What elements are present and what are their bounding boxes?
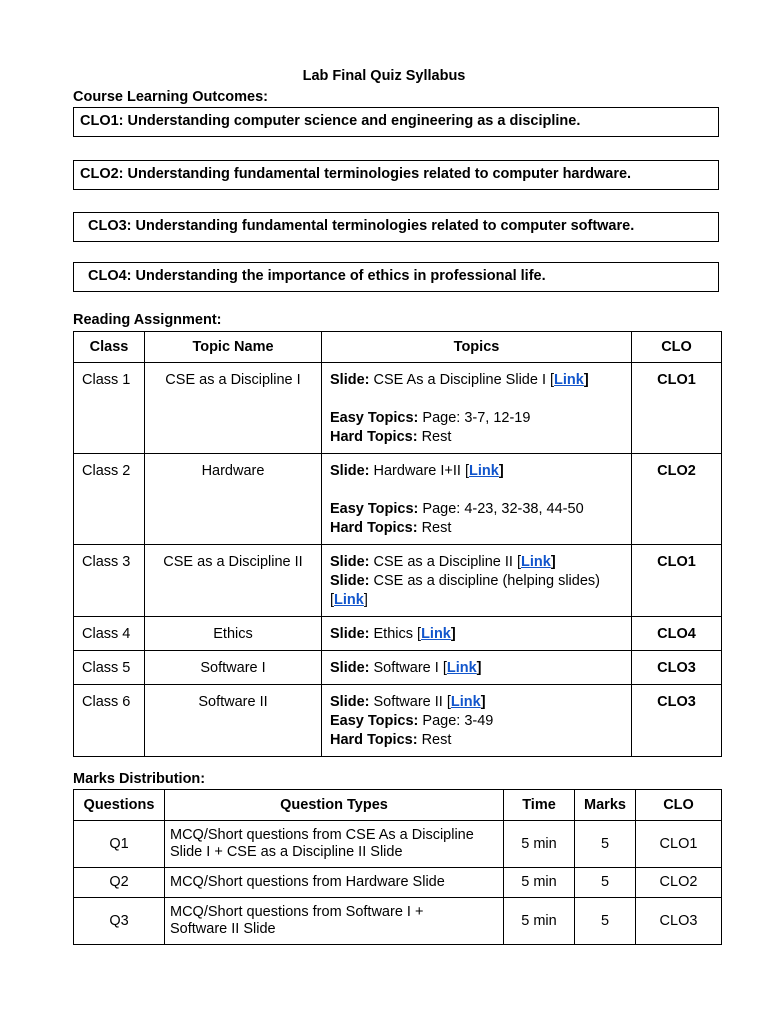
topics-cell: Slide: Software II [Link] Easy Topics: Page: 3-49 Hard Topics: Rest [322, 685, 632, 757]
easy-topics-label: Easy Topics: [330, 713, 419, 729]
topic-name-cell: Software II [145, 685, 322, 757]
clo1-box: CLO1: Understanding computer science and engineering as a discipline. [73, 107, 719, 137]
header-class: Class [74, 332, 145, 363]
slide-link[interactable]: Link [469, 463, 499, 479]
slide-link[interactable]: Link [450, 694, 481, 710]
clo-cell: CLO1 [632, 363, 722, 454]
topics-cell: Slide: CSE as a Discipline II [Link] Slide: CSE as a discipline (helping slides) [Link] [322, 545, 632, 617]
easy-topics-label: Easy Topics: [330, 410, 419, 426]
class-cell: Class 1 [74, 363, 145, 454]
topics-cell: Slide: Ethics [Link] [322, 617, 632, 651]
class-cell: Class 2 [74, 454, 145, 545]
clo-cell: CLO3 [632, 651, 722, 685]
time-cell: 5 min [504, 868, 575, 898]
slide-label: Slide: [330, 626, 370, 642]
topic-name-cell: Ethics [145, 617, 322, 651]
slide-label: Slide: [330, 660, 370, 676]
table-row [74, 821, 722, 868]
marks-cell: 5 [575, 821, 636, 868]
topic-name-cell: Software I [145, 651, 322, 685]
table-row [74, 868, 722, 898]
class-cell: Class 5 [74, 651, 145, 685]
clo-cell: CLO3 [636, 898, 722, 945]
table-row [74, 685, 722, 757]
hard-topics-label: Hard Topics: [330, 520, 418, 536]
table-header-row [74, 790, 722, 821]
table-row [74, 545, 722, 617]
hard-topics-label: Hard Topics: [330, 429, 418, 445]
table-row [74, 617, 722, 651]
clo2-box: CLO2: Understanding fundamental terminologies related to computer hardware. [73, 160, 719, 190]
header-clo: CLO [632, 332, 722, 363]
question-cell: Q3 [74, 898, 165, 945]
reading-heading: Reading Assignment: [73, 312, 222, 328]
topics-cell: Slide: CSE As a Discipline Slide I [Link] Easy Topics: Page: 3-7, 12-19 Hard Topics: Rest [322, 363, 632, 454]
clo-cell: CLO2 [632, 454, 722, 545]
marks-distribution-table [73, 789, 722, 945]
question-cell: Q1 [74, 821, 165, 868]
header-clo: CLO [636, 790, 722, 821]
table-row [74, 454, 722, 545]
slide-link[interactable]: Link [554, 372, 584, 388]
topic-name-cell: Hardware [145, 454, 322, 545]
clo-cell: CLO1 [636, 821, 722, 868]
header-marks: Marks [575, 790, 636, 821]
slide-link[interactable]: Link [421, 626, 451, 642]
table-row [74, 898, 722, 945]
topic-name-cell: CSE as a Discipline I [145, 363, 322, 454]
marks-cell: 5 [575, 868, 636, 898]
clo3-box: CLO3: Understanding fundamental terminologies related to computer software. [73, 212, 719, 242]
slide-label: Slide: [330, 554, 370, 570]
helping-slides-link[interactable]: Link [334, 592, 364, 608]
topics-cell: Slide: Software I [Link] [322, 651, 632, 685]
marks-cell: 5 [575, 898, 636, 945]
class-cell: Class 6 [74, 685, 145, 757]
topics-cell: Slide: Hardware I+II [Link] Easy Topics: Page: 4-23, 32-38, 44-50 Hard Topics: Rest [322, 454, 632, 545]
question-type-cell: MCQ/Short questions from Software I + Software II Slide [165, 898, 504, 945]
header-topic-name: Topic Name [145, 332, 322, 363]
table-row [74, 651, 722, 685]
reading-assignment-table [73, 331, 722, 757]
header-questions: Questions [74, 790, 165, 821]
slide-label: Slide: [330, 573, 370, 589]
marks-heading: Marks Distribution: [73, 771, 206, 787]
clo-heading: Course Learning Outcomes: [73, 89, 268, 105]
clo-cell: CLO3 [632, 685, 722, 757]
easy-topics-label: Easy Topics: [330, 501, 419, 517]
question-type-cell: MCQ/Short questions from Hardware Slide [165, 868, 504, 898]
clo-cell: CLO2 [636, 868, 722, 898]
class-cell: Class 4 [74, 617, 145, 651]
clo-cell: CLO4 [632, 617, 722, 651]
question-cell: Q2 [74, 868, 165, 898]
topic-name-cell: CSE as a Discipline II [145, 545, 322, 617]
question-type-cell: MCQ/Short questions from CSE As a Discipline Slide I + CSE as a Discipline II Slide [165, 821, 504, 868]
slide-link[interactable]: Link [446, 660, 477, 676]
slide-link[interactable]: Link [521, 554, 551, 570]
header-question-types: Question Types [165, 790, 504, 821]
class-cell: Class 3 [74, 545, 145, 617]
header-topics: Topics [322, 332, 632, 363]
slide-label: Slide: [330, 463, 370, 479]
table-header-row [74, 332, 722, 363]
page-title: Lab Final Quiz Syllabus [302, 68, 466, 84]
slide-label: Slide: [330, 372, 370, 388]
clo4-box: CLO4: Understanding the importance of ethics in professional life. [73, 262, 719, 292]
time-cell: 5 min [504, 898, 575, 945]
table-row [74, 363, 722, 454]
hard-topics-label: Hard Topics: [330, 732, 418, 748]
header-time: Time [504, 790, 575, 821]
time-cell: 5 min [504, 821, 575, 868]
clo-cell: CLO1 [632, 545, 722, 617]
slide-label: Slide: [330, 694, 370, 710]
